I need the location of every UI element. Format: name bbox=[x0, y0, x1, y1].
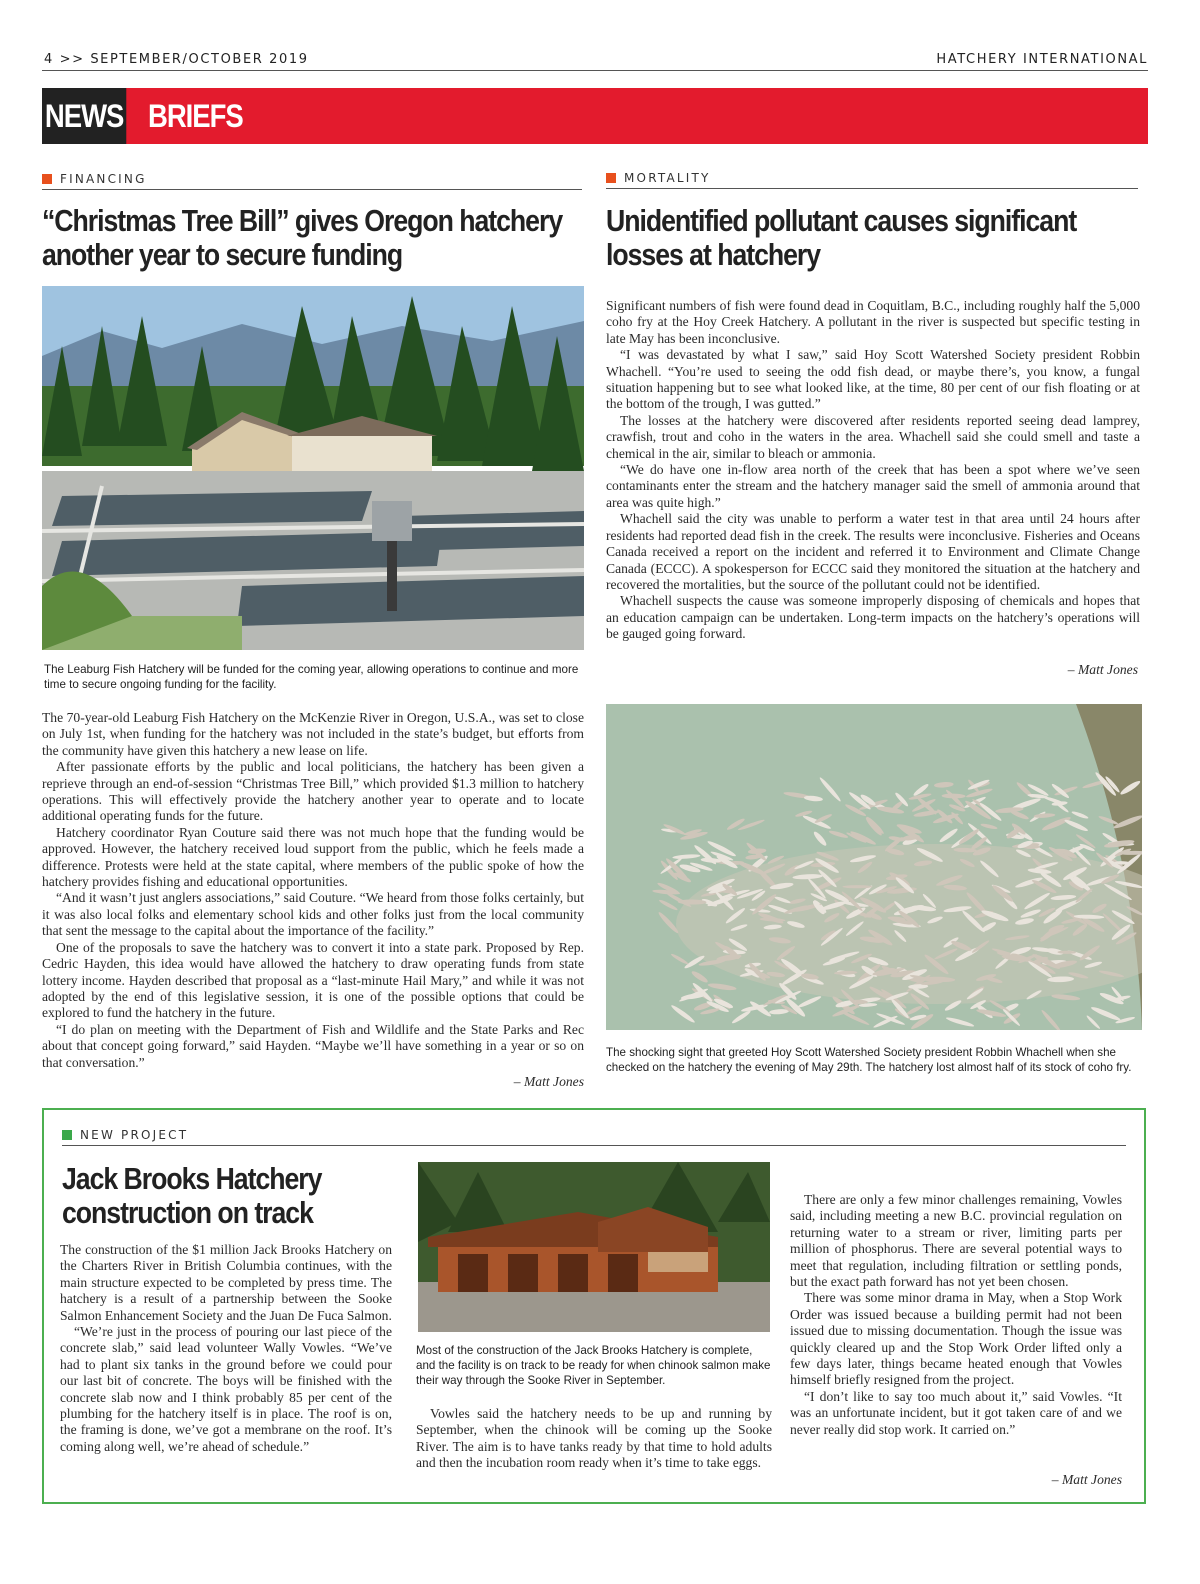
kicker-square-icon bbox=[42, 174, 52, 184]
paragraph: Hatchery coordinator Ryan Couture said there was not much hope that the funding would be approved. However, the hatchery received loud support from the public, which he feels made a difference. Protests were held at the state capital, where members of the public spoke of how the hatchery provides fishing and educational opportunities. bbox=[42, 824, 584, 890]
byline-box: – Matt Jones bbox=[1051, 1472, 1122, 1487]
fish-shape bbox=[842, 885, 872, 888]
kicker-square-icon bbox=[606, 173, 616, 183]
body-box-col2 bbox=[416, 1406, 772, 1472]
jack-brooks-photo bbox=[418, 1162, 770, 1332]
kicker-mortality bbox=[606, 171, 711, 185]
leaburg-hatchery-photo bbox=[42, 286, 584, 650]
paragraph: One of the proposals to save the hatchery was to convert it into a state park. Proposed by Rep. Cedric Hayden, this idea would have allowed the hatchery to draw operating funds from state lottery income. Hayden described that proposal as a “last-minute Hail Mary,” and while it was not adopted by the end of this legislative session, it is one of the possible options that could be explored to fund the hatchery in the future. bbox=[42, 939, 584, 1021]
body-right bbox=[606, 298, 1140, 643]
paragraph: “I do plan on meeting with the Department of Fish and Wildlife and the State Parks and Rec about that concept going forward,” said Hayden. “Maybe we’ll have something in a year or so on that conversation.” bbox=[42, 1021, 584, 1070]
paragraph: The construction of the $1 million Jack Brooks Hatchery on the Charters River in British Columbia continues, with the main structure expected to be completed by press time. The hatchery is a result of a partnership between the Sooke Salmon Enhancement Society and the Juan De Fuca Salmon. bbox=[60, 1242, 392, 1323]
kicker-square-icon bbox=[62, 1130, 72, 1140]
paragraph: “I was devastated by what I saw,” said Hoy Scott Watershed Society president Robbin Whachell. “You’re used to seeing the odd fish dead, or maybe there’s, you know, a fungal situation happening but to see what looked like, at the time, 80 per cent of our fish floating or at the bottom of the trough, I was gutted.” bbox=[606, 347, 1140, 412]
caption-box: Most of the construction of the Jack Brooks Hatchery is complete, and the facility is on track to be ready for when chinook salmon make their way through the Sooke River in September. bbox=[416, 1344, 771, 1387]
kicker-label: FINANCING bbox=[60, 172, 147, 186]
kicker-rule bbox=[42, 189, 582, 190]
banner-news-label: NEWS bbox=[42, 88, 126, 144]
body-box-col1 bbox=[60, 1242, 392, 1455]
headline-box: Jack Brooks Hatchery construction on track bbox=[62, 1161, 322, 1230]
kicker-financing bbox=[42, 172, 147, 186]
paragraph: Vowles said the hatchery needs to be up and running by September, when the chinook will be coming up the Sooke River. The aim is to have tanks ready by that time to hold adults and then the incubation room ready when it’s time to take eggs. bbox=[416, 1406, 772, 1471]
kicker-rule bbox=[62, 1145, 1126, 1146]
dead-fish-illustration bbox=[606, 704, 1142, 1030]
paragraph: After passionate efforts by the public and local politicians, the hatchery has been given a reprieve through an end-of-session “Christmas Tree Bill,” which provided $1.3 million to hatchery operations. This will effectively provide the hatchery another year to operate and to locate additional operating funds for the future. bbox=[42, 759, 584, 824]
paragraph: “I don’t like to say too much about it,” said Vowles. “It was an unfortunate incident, but it got taken care of and we never really did stop work. It carried on.” bbox=[790, 1388, 1122, 1437]
caption-right: The shocking sight that greeted Hoy Scott Watershed Society president Robbin Whachell when she checked on the hatchery the evening of May 29th. The hatchery lost almost half of its stock of coho fry. bbox=[606, 1046, 1132, 1074]
header-rule bbox=[42, 70, 1148, 71]
byline-left: – Matt Jones bbox=[513, 1074, 584, 1089]
paragraph: Significant numbers of fish were found dead in Coquitlam, B.C., including roughly half the 5,000 coho fry at the Hoy Creek Hatchery. A pollutant in the river is suspected but specific testing in late May has been inconclusive. bbox=[606, 298, 1140, 346]
kicker-new-project bbox=[62, 1128, 188, 1142]
page-info: 4 >> SEPTEMBER/OCTOBER 2019 bbox=[44, 52, 309, 67]
byline-right: – Matt Jones bbox=[1067, 662, 1138, 677]
kicker-label: MORTALITY bbox=[624, 171, 711, 185]
jack-brooks-illustration bbox=[418, 1162, 770, 1332]
publication-name: HATCHERY INTERNATIONAL bbox=[936, 52, 1148, 67]
dead-fish-photo bbox=[606, 704, 1142, 1030]
body-box-col3 bbox=[790, 1192, 1122, 1438]
kicker-rule bbox=[606, 188, 1138, 189]
paragraph: There was some minor drama in May, when a Stop Work Order was issued because a building permit had not been issued due to missing documentation. Though the issue was quickly cleared up and the Stop Work Order lifted only a few days later, things became heated enough that Vowles himself briefly resigned from the project. bbox=[790, 1290, 1122, 1388]
paragraph: “We’re just in the process of pouring our last piece of the concrete slab,” said lead volunteer Wally Vowles. “We’ve had to plant six tanks in the ground before we could pour our last bit of concrete. The boys will be finished with the concrete slab now and I think probably 85 per cent of the plumbing for the hatchery itself is in place. The roof is on, the framing is done, we’ve got a membrane on the roof. It’s coming along well, we’re ahead of schedule.” bbox=[60, 1324, 392, 1454]
banner-briefs-label: BRIEFS bbox=[148, 98, 243, 134]
paragraph: Whachell suspects the cause was someone improperly disposing of chemicals and hopes that an education campaign can be undertaken. Long-term impacts on the hatchery’s operations will be gauged going forward. bbox=[606, 593, 1140, 642]
body-left bbox=[42, 710, 584, 1071]
leaburg-hatchery-illustration bbox=[42, 286, 584, 650]
paragraph: “And it wasn’t just anglers associations,” said Couture. “We heard from those folks certainly, but it was also local folks and elementary school kids and other folks just from the local community that sent the message to the capital about the importance of the facility.” bbox=[42, 890, 584, 939]
caption-left: The Leaburg Fish Hatchery will be funded for the coming year, allowing operations to continue and more time to secure ongoing funding for the facility. bbox=[44, 663, 579, 691]
paragraph: “We do have one in-flow area north of the creek that has been a spot where we’ve seen contaminants enter the stream and the hatchery manager said the smell of ammonia around that area was quite high.” bbox=[606, 462, 1140, 510]
headline-left: “Christmas Tree Bill” gives Oregon hatchery another year to secure funding bbox=[42, 203, 563, 272]
kicker-label: NEW PROJECT bbox=[80, 1128, 189, 1142]
headline-right: Unidentified pollutant causes significant losses at hatchery bbox=[606, 203, 1077, 272]
paragraph: The 70-year-old Leaburg Fish Hatchery on the McKenzie River in Oregon, U.S.A., was set to close on July 1st, when funding for the hatchery was not included in the state’s budget, but efforts from the community have given this hatchery a new lease on life. bbox=[42, 710, 584, 758]
paragraph: Whachell said the city was unable to perform a water test in that area until 24 hours after residents had reported dead fish in the creek. The results were inconclusive. Fisheries and Oceans Canada received a report on the incident and referred it to Environment and Climate Change Canada (ECCC). A spokesperson for ECCC said they monitored the situation at the hatchery and recovered the mortalities, but the source of the pollutant could not be identified. bbox=[606, 511, 1140, 592]
paragraph: There are only a few minor challenges remaining, Vowles said, including meeting a new B.C. provincial regulation on returning water to a stream or river, limiting parts per million of phosphorus. There are several potential ways to meet that regulation, including filtration or settling ponds, but the exact path forward has not yet been chosen. bbox=[790, 1192, 1122, 1290]
paragraph: The losses at the hatchery were discovered after residents reported seeing dead lamprey, crawfish, trout and coho in the waters in the area. Whachell said she could smell and taste a chemical in the air, similar to bleach or ammonia. bbox=[606, 412, 1140, 461]
